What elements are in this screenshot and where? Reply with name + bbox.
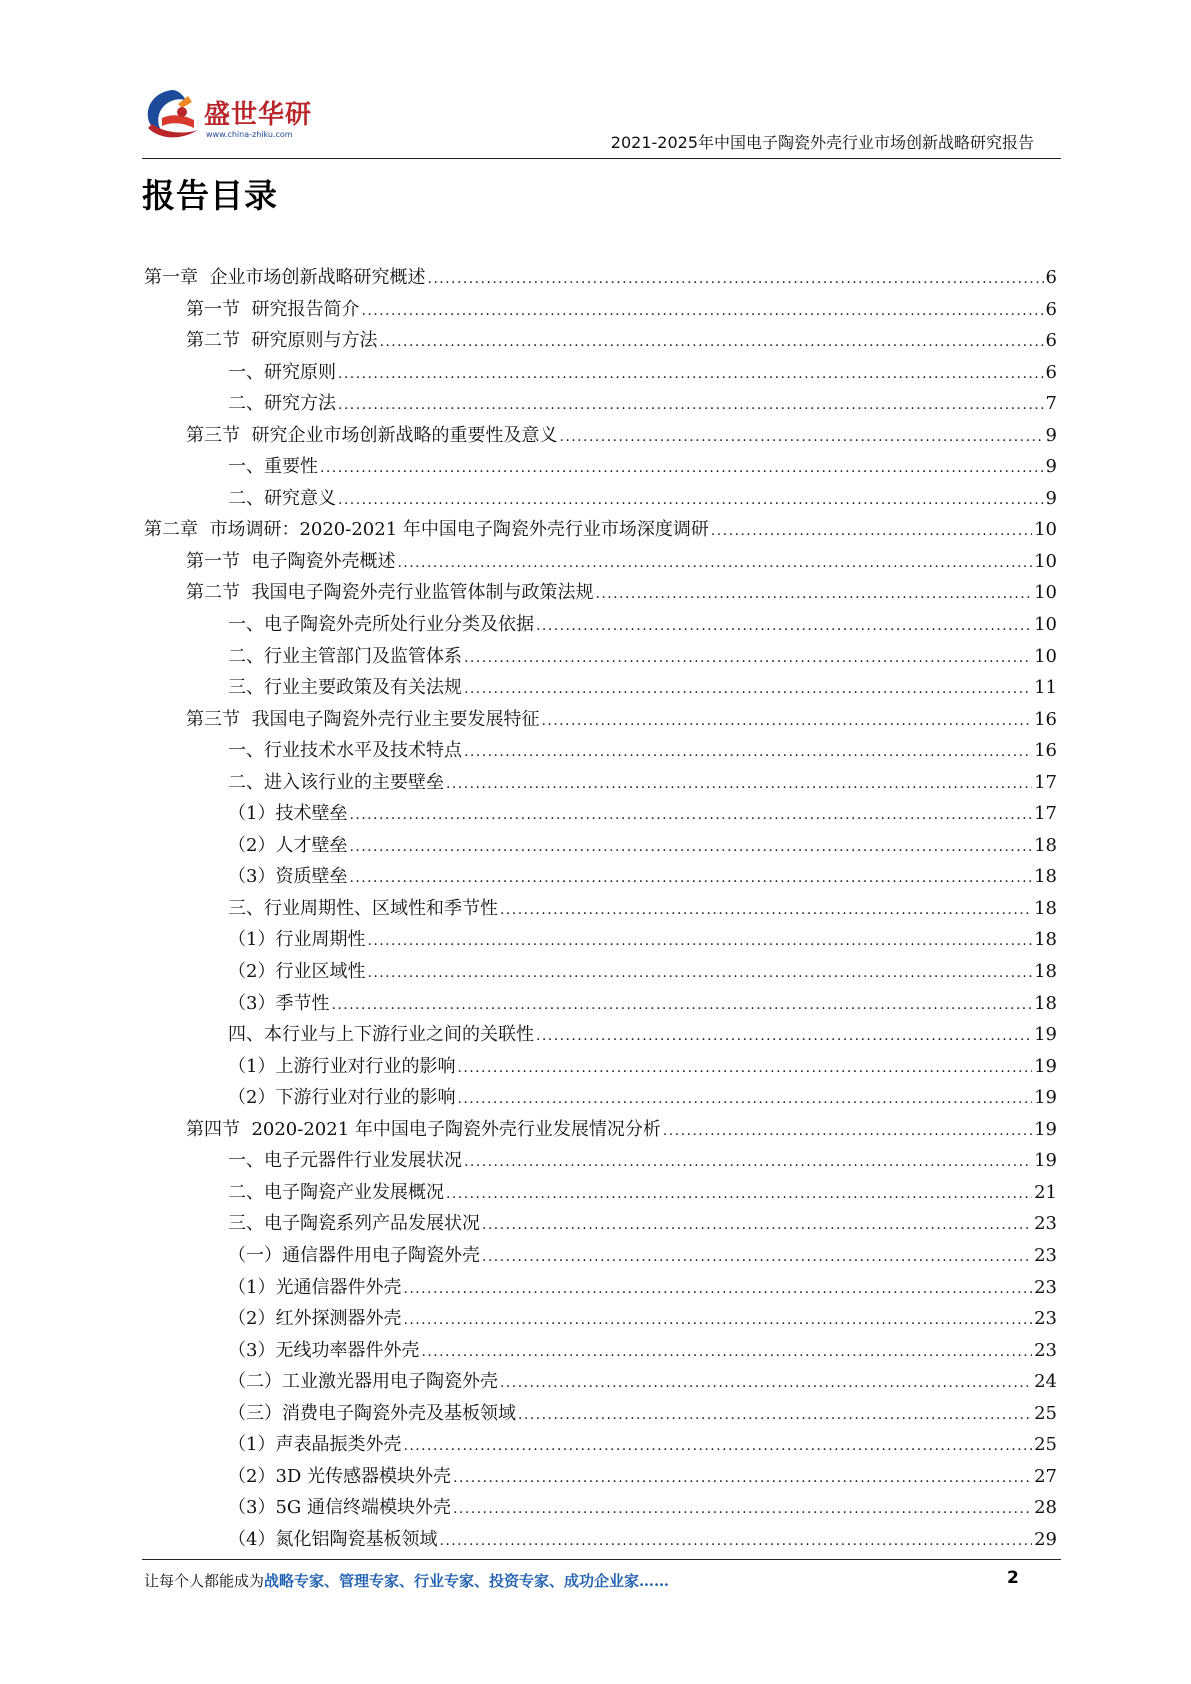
toc-leader-dots [457, 1053, 1032, 1085]
page-title: 报告目录 [142, 176, 278, 215]
toc-entry-page: 23 [1034, 1339, 1057, 1361]
toc-entry-label: 二、进入该行业的主要壁垒 [228, 771, 444, 793]
toc-leader-dots [403, 1274, 1032, 1306]
toc-entry[interactable] [144, 1240, 1057, 1272]
toc-entry-page: 6 [1045, 267, 1057, 288]
toc-entry-label: 三、行业周期性、区域性和季节性 [228, 897, 498, 919]
slogan-highlight: 战略专家、管理专家、行业专家、投资专家、成功企业家 [264, 1572, 640, 1590]
toc-entry[interactable] [144, 798, 1057, 830]
toc-entry-page: 23 [1034, 1308, 1057, 1330]
toc-entry-label: （4）氮化铝陶瓷基板领域 [228, 1528, 438, 1550]
toc-entry-page: 21 [1034, 1181, 1057, 1203]
toc-entry[interactable] [144, 420, 1057, 452]
toc-entry-page: 23 [1034, 1244, 1057, 1266]
toc-entry-page: 10 [1034, 614, 1057, 636]
toc-entry[interactable] [144, 988, 1057, 1020]
toc-entry-label: （3）资质壁垒 [228, 866, 348, 888]
toc-entry-page: 17 [1034, 771, 1057, 793]
toc-leader-dots [482, 1210, 1032, 1242]
toc-leader-dots [331, 990, 1032, 1022]
toc-entry[interactable] [144, 767, 1057, 799]
toc-entry[interactable] [144, 1461, 1057, 1493]
toc-entry[interactable] [144, 1177, 1057, 1209]
footer-slogan [144, 1570, 669, 1591]
toc-entry-label: 二、行业主管部门及监管体系 [228, 645, 462, 667]
toc-entry-page: 27 [1034, 1465, 1057, 1487]
toc-entry-label: （2）人才壁垒 [228, 834, 348, 856]
toc-entry[interactable] [144, 1019, 1057, 1051]
toc-entry-label: （3）季节性 [228, 992, 330, 1014]
toc-entry[interactable] [144, 546, 1057, 578]
toc-entry-page: 23 [1034, 1276, 1057, 1298]
toc-leader-dots [349, 800, 1032, 832]
logo-emblem-icon [142, 84, 204, 146]
toc-leader-dots [595, 579, 1032, 611]
toc-leader-dots [541, 706, 1032, 738]
toc-entry-page: 18 [1034, 834, 1057, 856]
toc-entry-page: 10 [1034, 519, 1057, 541]
toc-leader-dots [536, 1021, 1032, 1053]
toc-entry[interactable] [144, 1272, 1057, 1304]
toc-entry[interactable] [144, 956, 1057, 988]
toc-entry[interactable] [144, 1051, 1057, 1083]
toc-leader-dots [427, 264, 1043, 296]
toc-entry[interactable] [144, 1303, 1057, 1335]
toc-entry-page: 16 [1034, 740, 1057, 762]
toc-entry[interactable] [144, 357, 1057, 389]
toc-entry-label: （2）3D 光传感器模块外壳 [228, 1465, 452, 1487]
logo-name: 盛世华研 [204, 100, 313, 130]
table-of-contents [144, 262, 1057, 1555]
toc-entry-page: 23 [1034, 1213, 1057, 1235]
company-logo [142, 84, 312, 148]
toc-leader-dots [338, 485, 1044, 517]
toc-leader-dots [421, 1337, 1032, 1369]
toc-entry[interactable] [144, 735, 1057, 767]
toc-leader-dots [397, 548, 1032, 580]
toc-entry-label: （1）声表晶振类外壳 [228, 1434, 402, 1456]
toc-entry-label: 第四节 2020-2021 年中国电子陶瓷外壳行业发展情况分析 [186, 1118, 661, 1140]
toc-entry[interactable] [144, 325, 1057, 357]
toc-leader-dots [446, 1179, 1032, 1211]
toc-entry-label: （3）无线功率器件外壳 [228, 1339, 420, 1361]
toc-entry[interactable] [144, 514, 1057, 546]
toc-entry-page: 25 [1034, 1434, 1057, 1456]
toc-entry-label: （2）下游行业对行业的影响 [228, 1087, 456, 1109]
logo-url: www.china-zhiku.com [206, 130, 293, 139]
toc-leader-dots [663, 1116, 1032, 1148]
toc-entry-label: 第二节 我国电子陶瓷外壳行业监管体制与政策法规 [186, 582, 594, 604]
toc-entry-page: 9 [1045, 487, 1057, 509]
toc-entry-page: 19 [1034, 1055, 1057, 1077]
toc-entry-page: 29 [1034, 1528, 1057, 1550]
toc-leader-dots [464, 674, 1032, 706]
toc-entry-page: 6 [1045, 298, 1057, 320]
toc-leader-dots [482, 1242, 1032, 1274]
toc-entry-label: （3）5G 通信终端模块外壳 [228, 1497, 452, 1519]
toc-entry-label: 四、本行业与上下游行业之间的关联性 [228, 1024, 534, 1046]
toc-leader-dots [559, 422, 1043, 454]
toc-entry-page: 25 [1034, 1402, 1057, 1424]
toc-entry-page: 18 [1034, 992, 1057, 1014]
toc-entry[interactable] [144, 1524, 1057, 1556]
toc-leader-dots [453, 1494, 1032, 1526]
toc-leader-dots [320, 453, 1044, 485]
toc-entry-page: 10 [1034, 550, 1057, 572]
toc-entry-page: 18 [1034, 866, 1057, 888]
toc-entry-page: 19 [1034, 1024, 1057, 1046]
toc-entry-page: 9 [1045, 456, 1057, 478]
page-number: 2 [1007, 1568, 1019, 1588]
toc-leader-dots [338, 390, 1044, 422]
toc-entry-page: 18 [1034, 929, 1057, 951]
toc-entry-label: 二、研究意义 [228, 487, 336, 509]
toc-entry-label: （1）光通信器件外壳 [228, 1276, 402, 1298]
toc-entry[interactable] [144, 1492, 1057, 1524]
report-title: 2021-2025年中国电子陶瓷外壳行业市场创新战略研究报告 [610, 133, 1034, 152]
toc-entry-page: 7 [1045, 393, 1057, 415]
toc-entry-label: （1）上游行业对行业的影响 [228, 1055, 456, 1077]
toc-entry-page: 16 [1034, 708, 1057, 730]
toc-leader-dots [518, 1400, 1032, 1432]
toc-entry[interactable] [144, 704, 1057, 736]
toc-entry-label: 第一节 研究报告简介 [186, 298, 360, 320]
toc-entry[interactable] [144, 1145, 1057, 1177]
slogan-prefix: 让每个人都能成为 [144, 1572, 265, 1590]
toc-entry[interactable] [144, 861, 1057, 893]
toc-leader-dots [379, 327, 1043, 359]
toc-leader-dots [367, 958, 1032, 990]
toc-entry[interactable] [144, 1398, 1057, 1430]
toc-entry[interactable] [144, 641, 1057, 673]
toc-entry-label: （1）行业周期性 [228, 929, 366, 951]
toc-entry-page: 18 [1034, 897, 1057, 919]
toc-entry-label: （三）消费电子陶瓷外壳及基板领域 [228, 1402, 516, 1424]
toc-entry[interactable] [144, 1114, 1057, 1146]
toc-entry[interactable] [144, 1429, 1057, 1461]
toc-leader-dots [536, 611, 1032, 643]
toc-leader-dots [500, 1368, 1032, 1400]
toc-entry[interactable] [144, 924, 1057, 956]
toc-entry[interactable] [144, 672, 1057, 704]
toc-entry-label: （1）技术壁垒 [228, 803, 348, 825]
toc-entry-page: 9 [1045, 424, 1057, 446]
footer-divider [142, 1559, 1061, 1560]
toc-entry-page: 6 [1045, 361, 1057, 383]
toc-entry-page: 19 [1034, 1087, 1057, 1109]
toc-entry-label: 第一章 企业市场创新战略研究概述 [144, 267, 426, 288]
toc-leader-dots [464, 737, 1032, 769]
toc-leader-dots [367, 926, 1032, 958]
toc-entry-page: 24 [1034, 1371, 1057, 1393]
toc-leader-dots [403, 1431, 1032, 1463]
toc-entry[interactable] [144, 1082, 1057, 1114]
toc-entry-label: （二）工业激光器用电子陶瓷外壳 [228, 1371, 498, 1393]
toc-entry-page: 19 [1034, 1150, 1057, 1172]
toc-entry-label: 第三节 研究企业市场创新战略的重要性及意义 [186, 424, 558, 446]
toc-entry-label: 一、电子元器件行业发展状况 [228, 1150, 462, 1172]
toc-leader-dots [361, 296, 1043, 328]
toc-leader-dots [349, 863, 1032, 895]
toc-entry-label: （一）通信器件用电子陶瓷外壳 [228, 1244, 480, 1266]
header-divider [142, 158, 1061, 159]
toc-entry-label: 第二章 市场调研：2020-2021 年中国电子陶瓷外壳行业市场深度调研 [144, 519, 709, 541]
toc-leader-dots [453, 1463, 1032, 1495]
toc-leader-dots [403, 1305, 1032, 1337]
toc-entry-label: 第三节 我国电子陶瓷外壳行业主要发展特征 [186, 708, 540, 730]
toc-entry[interactable] [144, 294, 1057, 326]
toc-leader-dots [446, 769, 1032, 801]
toc-entry-page: 18 [1034, 961, 1057, 983]
toc-leader-dots [349, 832, 1032, 864]
slogan-suffix: …… [639, 1572, 670, 1590]
toc-leader-dots [464, 643, 1032, 675]
toc-entry-label: （2）行业区域性 [228, 961, 366, 983]
toc-leader-dots [500, 895, 1032, 927]
toc-entry[interactable] [144, 1208, 1057, 1240]
toc-entry-page: 10 [1034, 645, 1057, 667]
toc-leader-dots [439, 1526, 1032, 1558]
toc-entry-page: 10 [1034, 582, 1057, 604]
toc-entry[interactable] [144, 1335, 1057, 1367]
toc-entry-label: 一、电子陶瓷外壳所处行业分类及依据 [228, 614, 534, 636]
toc-entry[interactable] [144, 830, 1057, 862]
toc-leader-dots [338, 359, 1044, 391]
toc-entry-label: 三、电子陶瓷系列产品发展状况 [228, 1213, 480, 1235]
toc-entry-label: 二、电子陶瓷产业发展概况 [228, 1181, 444, 1203]
toc-entry[interactable] [144, 262, 1057, 294]
toc-leader-dots [711, 516, 1032, 548]
toc-entry-page: 19 [1034, 1118, 1057, 1140]
toc-entry[interactable] [144, 609, 1057, 641]
toc-entry-page: 17 [1034, 803, 1057, 825]
toc-entry[interactable] [144, 451, 1057, 483]
toc-entry[interactable] [144, 483, 1057, 515]
toc-leader-dots [464, 1147, 1032, 1179]
toc-entry[interactable] [144, 577, 1057, 609]
toc-entry-page: 6 [1045, 330, 1057, 352]
toc-entry[interactable] [144, 893, 1057, 925]
toc-entry-label: 一、重要性 [228, 456, 318, 478]
toc-entry-label: 一、研究原则 [228, 361, 336, 383]
toc-entry-label: 第一节 电子陶瓷外壳概述 [186, 550, 396, 572]
toc-entry-label: 二、研究方法 [228, 393, 336, 415]
toc-entry[interactable] [144, 1366, 1057, 1398]
toc-entry-label: （2）红外探测器外壳 [228, 1308, 402, 1330]
toc-entry[interactable] [144, 388, 1057, 420]
toc-entry-label: 一、行业技术水平及技术特点 [228, 740, 462, 762]
toc-entry-page: 11 [1034, 677, 1057, 699]
toc-entry-label: 三、行业主要政策及有关法规 [228, 677, 462, 699]
toc-entry-page: 28 [1034, 1497, 1057, 1519]
toc-leader-dots [457, 1084, 1032, 1116]
toc-entry-label: 第二节 研究原则与方法 [186, 330, 378, 352]
